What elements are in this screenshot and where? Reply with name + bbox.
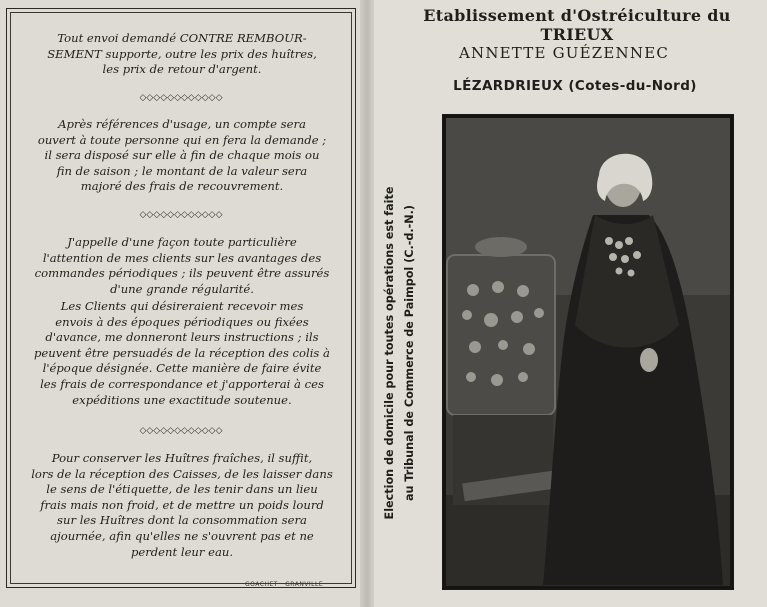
storage-advice-paragraph: Pour conserver les Huîtres fraîches, il suffit, lors de la réception des Caisses, de les laisser dans le sens de l'étiquette, de les tenir dans un lieu frais mais non froid, et de mettre un poids lourd sur les Huîtres dont la consommation sera ajournée, afin qu'elles ne s'ouvrent pas et ne perdent leur eau. — [31, 451, 333, 559]
terms-frame — [6, 8, 356, 588]
ornament-divider: ◇◇◇◇◇◇◇◇◇◇◇◇ — [139, 93, 223, 103]
portrait-image — [443, 115, 733, 589]
portrait-photograph — [442, 114, 734, 590]
periodic-orders-paragraph: J'appelle d'une façon toute particulière l'attention de mes clients sur les avantages des commandes périodiques ; ils peuvent être assurés d'une grande régularité. — [34, 235, 330, 296]
account-paragraph: Après références d'usage, un compte sera ouvert à toute personne qui en fera la demande ; il sera disposé sur elle à fin de chaque mois ou fin de saison ; le montant de la valeur sera majoré des frais de recouvrement. — [37, 117, 327, 194]
printer-imprint: GOACHET · GRANVILLE — [245, 581, 324, 588]
legal-domicile-line-2: au Tribunal de Commerce de Paimpol (C.-d.-N.) — [403, 205, 416, 501]
legal-domicile-note — [380, 118, 440, 588]
establishment-title: Etablissement d'Ostréiculture du TRIEUX — [423, 6, 731, 44]
terms-panel — [0, 0, 368, 607]
ornament-divider: ◇◇◇◇◇◇◇◇◇◇◇◇ — [139, 426, 223, 436]
cover-panel — [374, 0, 767, 607]
ornament-divider: ◇◇◇◇◇◇◇◇◇◇◇◇ — [139, 210, 223, 220]
legal-domicile-line-1: Election de domicile pour toutes opérations est faite — [383, 186, 396, 520]
delivery-instructions-paragraph: Les Clients qui désireraient recevoir mes envois à des époques périodiques ou fixées d'avance, me donneront leurs instructions ; ils peuvent être persuadés de la réception des colis à l'époque désignée. Cette manière de faire évite les frais de correspondance et j'apporterai à ces expéditions une exactitude soutenue. — [34, 299, 330, 407]
town-line: LÉZARDRIEUX (Cotes-du-Nord) — [453, 78, 697, 94]
owner-name: ANNETTE GUÉZENNEC — [458, 44, 670, 62]
cash-on-delivery-paragraph: Tout envoi demandé CONTRE REMBOUR- SEMENT supporte, outre les prix des huîtres, les prix de retour d'argent. — [47, 31, 317, 77]
fold-crease — [360, 0, 374, 607]
